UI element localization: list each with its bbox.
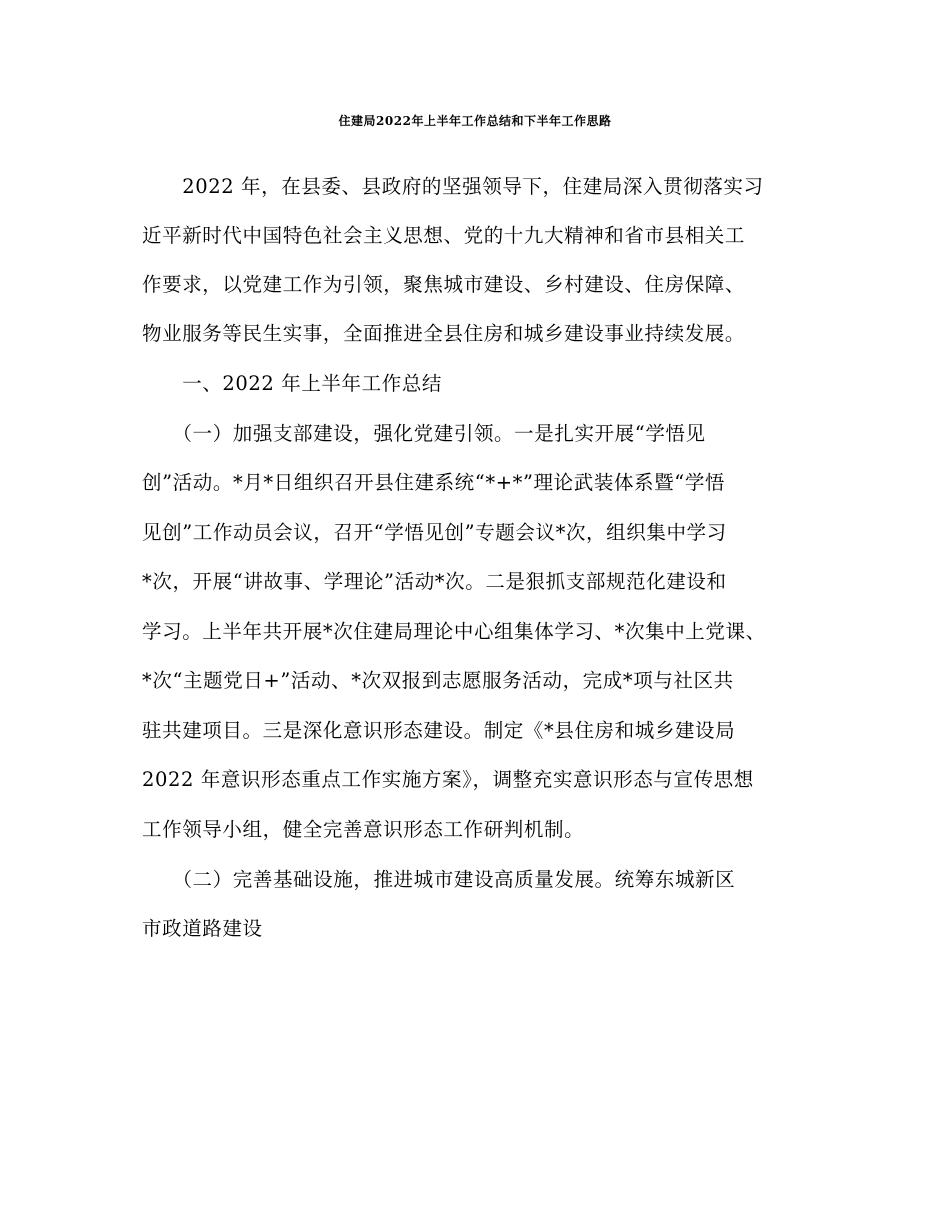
- body-line: 作要求，以党建工作为引领，聚焦城市建设、乡村建设、住房保障、: [142, 273, 746, 296]
- body-line: 市政道路建设: [142, 917, 263, 940]
- body-line: 创”活动。*月*日组织召开县住建系统“*+*”理论武装体系暨“学悟: [142, 471, 726, 494]
- body-line: 工作领导小组，健全完善意识形态工作研判机制。: [142, 818, 585, 841]
- body-line: （一）加强支部建设，强化党建引领。一是扎实开展“学悟见: [142, 422, 706, 445]
- body-line: 物业服务等民生实事，全面推进全县住房和城乡建设事业持续发展。: [142, 322, 746, 345]
- body-line: （二）完善基础设施，推进城市建设高质量发展。统筹东城新区: [142, 868, 736, 891]
- body-line: 见创”工作动员会议，召开“学悟见创”专题会议*次，组织集中学习: [142, 521, 727, 544]
- section-heading: 一、2022 年上半年工作总结: [142, 372, 443, 395]
- body-line: 2022 年，在县委、县政府的坚强领导下，住建局深入贯彻落实习: [142, 175, 764, 198]
- body-line: 近平新时代中国特色社会主义思想、党的十九大精神和省市县相关工: [142, 224, 746, 247]
- body-line: 驻共建项目。三是深化意识形态建设。制定《*县住房和城乡建设局: [142, 719, 736, 742]
- document-title: 住建局2022年上半年工作总结和下半年工作思路: [338, 114, 612, 128]
- body-line: 2022 年意识形态重点工作实施方案》，调整充实意识形态与宣传思想: [142, 768, 754, 791]
- body-line: *次，开展“讲故事、学理论”活动*次。二是狠抓支部规范化建设和: [142, 570, 727, 593]
- body-line: *次“主题党日+”活动、*次双报到志愿服务活动，完成*项与社区共: [142, 669, 734, 692]
- body-line: 学习。上半年共开展*次住建局理论中心组集体学习、*次集中上党课、: [142, 620, 766, 643]
